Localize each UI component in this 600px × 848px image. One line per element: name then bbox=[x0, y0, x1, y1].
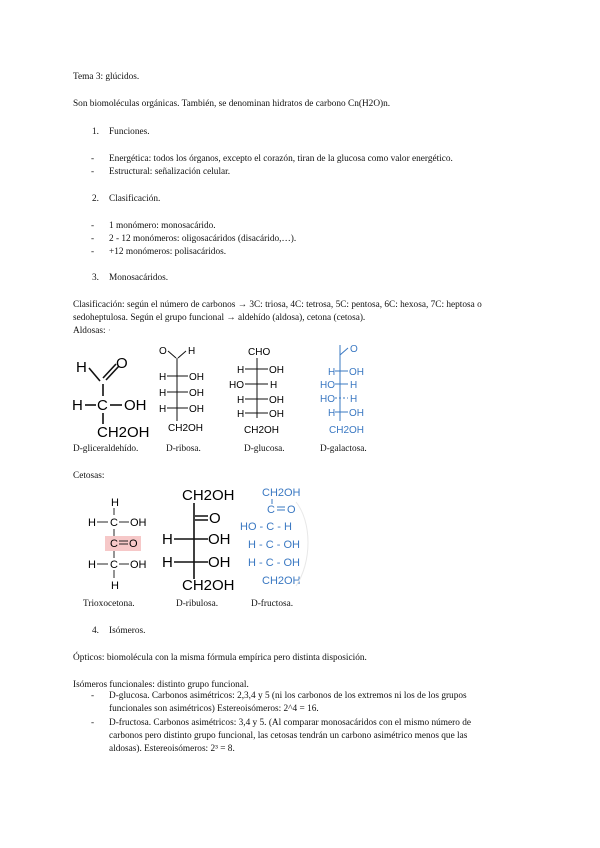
glucosa-bottom: CH2OH bbox=[244, 425, 280, 436]
fructosa-caption: D-fructosa. bbox=[251, 599, 294, 609]
trioxocetona-h-top: H bbox=[111, 497, 119, 509]
ribulosa-row3-oh: OH bbox=[208, 554, 231, 571]
fructosa-isomer-line-1: D-fructosa. Carbonos asimétricos: 3,4 y 5. (Al comparar monosacáridos con el mismo número de bbox=[109, 718, 471, 728]
galactosa-row3-ho: HO bbox=[320, 394, 335, 405]
section-2-number: 2. bbox=[92, 194, 99, 204]
fructosa-row5: H - C - OH bbox=[248, 557, 300, 569]
list-item: 2 - 12 monómeros: oligosacáridos (disacárido,…). bbox=[109, 234, 297, 244]
aldosas-label-text: Aldosas: bbox=[73, 326, 106, 336]
galactosa-row2-h: H bbox=[350, 380, 358, 391]
monosacaridos-line-1: Clasificación: según el número de carbonos → 3C: triosa, 4C: tetrosa, 5C: pentosa, 6C: hexosa, 7C: heptosa o bbox=[73, 300, 482, 310]
galactosa-row4-h: H bbox=[328, 408, 336, 419]
trioxocetona-structure bbox=[84, 492, 154, 592]
page-title: Tema 3: glúcidos. bbox=[73, 72, 140, 82]
ribosa-caption: D-ribosa. bbox=[166, 444, 201, 454]
ribosa-row2-h: H bbox=[159, 388, 167, 399]
section-4-number: 4. bbox=[92, 626, 99, 636]
glucosa-row4-h: H bbox=[237, 409, 245, 420]
section-3-heading: Monosacáridos. bbox=[109, 273, 169, 283]
fructosa-row2-o: O bbox=[287, 504, 296, 516]
galactosa-row1-oh: OH bbox=[349, 367, 364, 378]
gliceraldehido-oh: OH bbox=[124, 397, 147, 414]
trioxocetona-row1-c: C bbox=[110, 517, 118, 529]
ribosa-o: O bbox=[159, 346, 167, 357]
fructosa-row2-c: C bbox=[267, 504, 275, 516]
trioxocetona-row1-oh: OH bbox=[130, 517, 147, 529]
bullet-dash: - bbox=[91, 154, 95, 164]
section-2-heading: Clasificación. bbox=[109, 194, 161, 204]
aldosas-label bbox=[73, 326, 111, 336]
galactosa-row3-h: H bbox=[350, 394, 358, 405]
galactosa-row1-h: H bbox=[328, 367, 336, 378]
funcionales-text: Isómeros funcionales: distinto grupo funcional. bbox=[73, 680, 249, 690]
gliceraldehido-c-mid: C bbox=[97, 397, 108, 414]
ribulosa-bottom: CH2OH bbox=[182, 577, 235, 594]
galactosa-row2-ho: HO bbox=[320, 380, 335, 391]
fructosa-isomer-line-2: carbonos pero distinto grupo funcional, las cetosas tendrán un carbono asimétrico menos que las bbox=[109, 731, 468, 741]
list-item: +12 monómeros: polisacáridos. bbox=[109, 247, 227, 257]
bullet-dash: - bbox=[91, 718, 95, 728]
trioxocetona-row3-c: C bbox=[110, 559, 118, 571]
trioxocetona-row3-h: H bbox=[88, 559, 96, 571]
ribulosa-row3-h: H bbox=[162, 554, 173, 571]
gliceraldehido-structure bbox=[72, 348, 160, 440]
glucosa-row2-ho: HO bbox=[229, 380, 244, 391]
galactosa-o: O bbox=[350, 344, 358, 355]
gliceraldehido-h-mid: H bbox=[72, 397, 83, 414]
trioxocetona-row3-oh: OH bbox=[130, 559, 147, 571]
glucosa-row2-h: H bbox=[270, 380, 278, 391]
fructosa-structure bbox=[234, 482, 314, 592]
bullet-dash: - bbox=[91, 691, 95, 701]
galactosa-structure bbox=[318, 341, 382, 437]
bullet-dash: - bbox=[91, 221, 95, 231]
gliceraldehido-h-top: H bbox=[76, 359, 87, 376]
list-item: Estructural: señalización celular. bbox=[109, 167, 231, 177]
bullet-dash: - bbox=[91, 247, 95, 257]
section-3-number: 3. bbox=[92, 273, 99, 283]
ribulosa-row2-h: H bbox=[162, 531, 173, 548]
glucosa-row3-h: H bbox=[237, 395, 245, 406]
glucosa-row1-oh: OH bbox=[269, 365, 284, 376]
galactosa-bottom: CH2OH bbox=[329, 425, 365, 436]
glucosa-structure bbox=[228, 343, 298, 437]
opticos-text: Ópticos: biomolécula con la misma fórmula empírica pero distinta disposición. bbox=[73, 653, 367, 663]
ribosa-h-top: H bbox=[188, 346, 196, 357]
ribulosa-row2-oh: OH bbox=[208, 531, 231, 548]
ribosa-row1-oh: OH bbox=[189, 372, 204, 383]
section-1-heading: Funciones. bbox=[109, 127, 150, 137]
trioxocetona-o: O bbox=[129, 538, 138, 550]
list-item: Energética: todos los órganos, excepto el corazón, tiran de la glucosa como valor energético. bbox=[109, 154, 453, 164]
fructosa-row3: HO - C - H bbox=[240, 521, 292, 533]
trioxocetona-row1-h: H bbox=[88, 517, 96, 529]
gliceraldehido-o: O bbox=[116, 355, 128, 372]
section-4-heading: Isómeros. bbox=[109, 626, 146, 636]
glucosa-row3-oh: OH bbox=[269, 395, 284, 406]
glucosa-isomer-line-2: funcionales son asimétricos) Estereoisómeros: 2^4 = 16. bbox=[109, 704, 319, 714]
ribosa-row2-oh: OH bbox=[189, 388, 204, 399]
ribosa-row1-h: H bbox=[159, 372, 167, 383]
galactosa-caption: D-galactosa. bbox=[320, 444, 367, 454]
gliceraldehido-ch2oh: CH2OH bbox=[97, 424, 150, 441]
fructosa-row1: CH2OH bbox=[262, 487, 301, 499]
gliceraldehido-caption: D-gliceraldehído. bbox=[73, 444, 139, 454]
monosacaridos-line-2: sedoheptulosa. Según el grupo funcional → aldehído (aldosa), cetona (cetosa). bbox=[73, 313, 366, 323]
trioxocetona-caption: Trioxocetona. bbox=[83, 599, 135, 609]
glucosa-caption: D-glucosa. bbox=[244, 444, 285, 454]
glucosa-top: CHO bbox=[248, 347, 271, 358]
glucosa-row1-h: H bbox=[237, 365, 245, 376]
trioxocetona-h-bottom: H bbox=[111, 580, 119, 592]
bullet-dash: - bbox=[91, 167, 95, 177]
galactosa-row4-oh: OH bbox=[349, 408, 364, 419]
ribulosa-structure bbox=[160, 484, 240, 594]
ribosa-row3-oh: OH bbox=[189, 404, 204, 415]
intro-text: Son biomoléculas orgánicas. También, se denominan hidratos de carbono Cn(H2O)n. bbox=[73, 99, 391, 109]
section-1-number: 1. bbox=[92, 127, 99, 137]
glucosa-isomer-line-1: D-glucosa. Carbonos asimétricos: 2,3,4 y 5 (ni los carbonos de los extremos ni los de los grupos bbox=[109, 691, 467, 701]
fructosa-row6: CH2OH bbox=[262, 575, 301, 587]
trioxocetona-c: C bbox=[110, 538, 118, 550]
glucosa-row4-oh: OH bbox=[269, 409, 284, 420]
aldosas-dot: · bbox=[107, 326, 111, 336]
ribulosa-o: O bbox=[209, 510, 221, 527]
bullet-dash: - bbox=[91, 234, 95, 244]
cetosas-label: Cetosas: bbox=[73, 471, 105, 481]
fructosa-isomer-line-3: aldosas). Estereoisómeros: 2³ = 8. bbox=[109, 744, 235, 754]
ribulosa-top: CH2OH bbox=[182, 487, 235, 504]
ribosa-structure bbox=[158, 343, 218, 437]
ribosa-row3-h: H bbox=[159, 404, 167, 415]
ribosa-bottom: CH2OH bbox=[168, 423, 204, 434]
ribulosa-caption: D-ribulosa. bbox=[176, 599, 219, 609]
fructosa-row4: H - C - OH bbox=[248, 539, 300, 551]
list-item: 1 monómero: monosacárido. bbox=[109, 221, 216, 231]
